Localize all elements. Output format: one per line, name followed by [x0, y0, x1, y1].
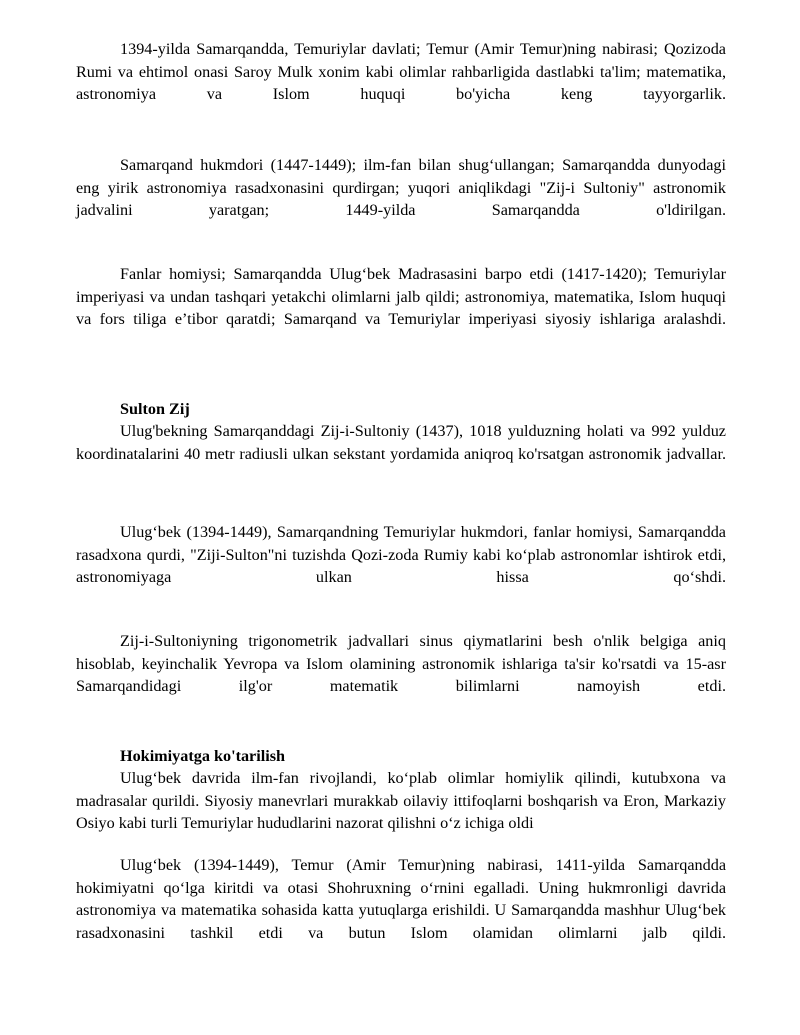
- heading-sulton-zij: Sulton Zij: [120, 400, 190, 418]
- paragraph-ruler-of-samarkand: Samarqand hukmdori (1447-1449); ilm-fan bilan shug‘ullangan; Samarqandda dunyodagi eng yirik astronomiya rasadxonasini qurdirgan; yuqori aniqlikdagi "Zij-i Sultoniy" astronomik jadvalini yaratgan; 1449-yilda Samarqandda o'ldirilgan.: [76, 156, 726, 220]
- paragraph-early-education: 1394-yilda Samarqandda, Temuriylar davlati; Temur (Amir Temur)ning nabirasi; Qozizoda Rumi va ehtimol onasi Saroy Mulk xonim kabi olimlar rahbarligida dastlabki ta'lim; matematika, astronomiya va Islom huquqi bo'yicha keng tayyorgarlik.: [76, 40, 726, 104]
- paragraph-ulugbek-reign: Ulug‘bek (1394-1449), Temur (Amir Temur)ning nabirasi, 1411-yilda Samarqandda hokimiyatni qo‘lga kiritdi va otasi Shohruxning o‘rnini egalladi. Uning hukmronligi davrida astronomiya va matematika sohasida katta yutuqlarga erishildi. U Samarqandda mashhur Ulug‘bek rasadxonasini tashkil etdi va butun Islom olamidan olimlarni jalb qildi.: [76, 856, 726, 942]
- paragraph-zij-sultoniy: Ulug'bekning Samarqanddagi Zij-i-Sultoniy (1437), 1018 yulduzning holati va 992 yulduz koordinatalarini 40 metr radiusli ulkan sekstant yordamida aniqroq ko'rsatgan astronomik jadvallar.: [76, 422, 726, 463]
- paragraph-patron-of-sciences: Fanlar homiysi; Samarqandda Ulug‘bek Madrasasini barpo etdi (1417-1420); Temuriylar imperiyasi va undan tashqari yetakchi olimlarni jalb qildi; astronomiya, matematika, Islom huquqi va fors tiliga e’tibor qaratdi; Samarqand va Temuriylar imperiyasi siyosiy ishlariga aralashdi.: [76, 265, 726, 329]
- paragraph-trigonometric-tables: Zij-i-Sultoniyning trigonometrik jadvallari sinus qiymatlarini besh o'nlik belgiga aniq hisoblab, keyinchalik Yevropa va Islom olamining astronomik ishlariga ta'sir ko'rsatdi va 15-asr Samarqandidagi ilg'or matematik bilimlarni namoyish etdi.: [76, 632, 726, 696]
- paragraph-science-flourished: Ulug‘bek davrida ilm-fan rivojlandi, ko‘plab olimlar homiylik qilindi, kutubxona va madrasalar qurildi. Siyosiy manevrlari murakkab oilaviy ittifoqlarni boshqarish va Eron, Markaziy Osiyo kabi turli Temuriylar hududlarini nazorat qilishni o‘z ichiga oldi: [76, 769, 726, 833]
- paragraph-observatory: Ulug‘bek (1394-1449), Samarqandning Temuriylar hukmdori, fanlar homiysi, Samarqandda rasadxona qurdi, "Ziji-Sulton"ni tuzishda Qozi-zoda Rumiy kabi ko‘plab astronomlar ishtirok etdi, astronomiyaga ulkan hissa qo‘shdi.: [76, 523, 726, 587]
- heading-rise-to-power: Hokimiyatga ko'tarilish: [120, 747, 286, 765]
